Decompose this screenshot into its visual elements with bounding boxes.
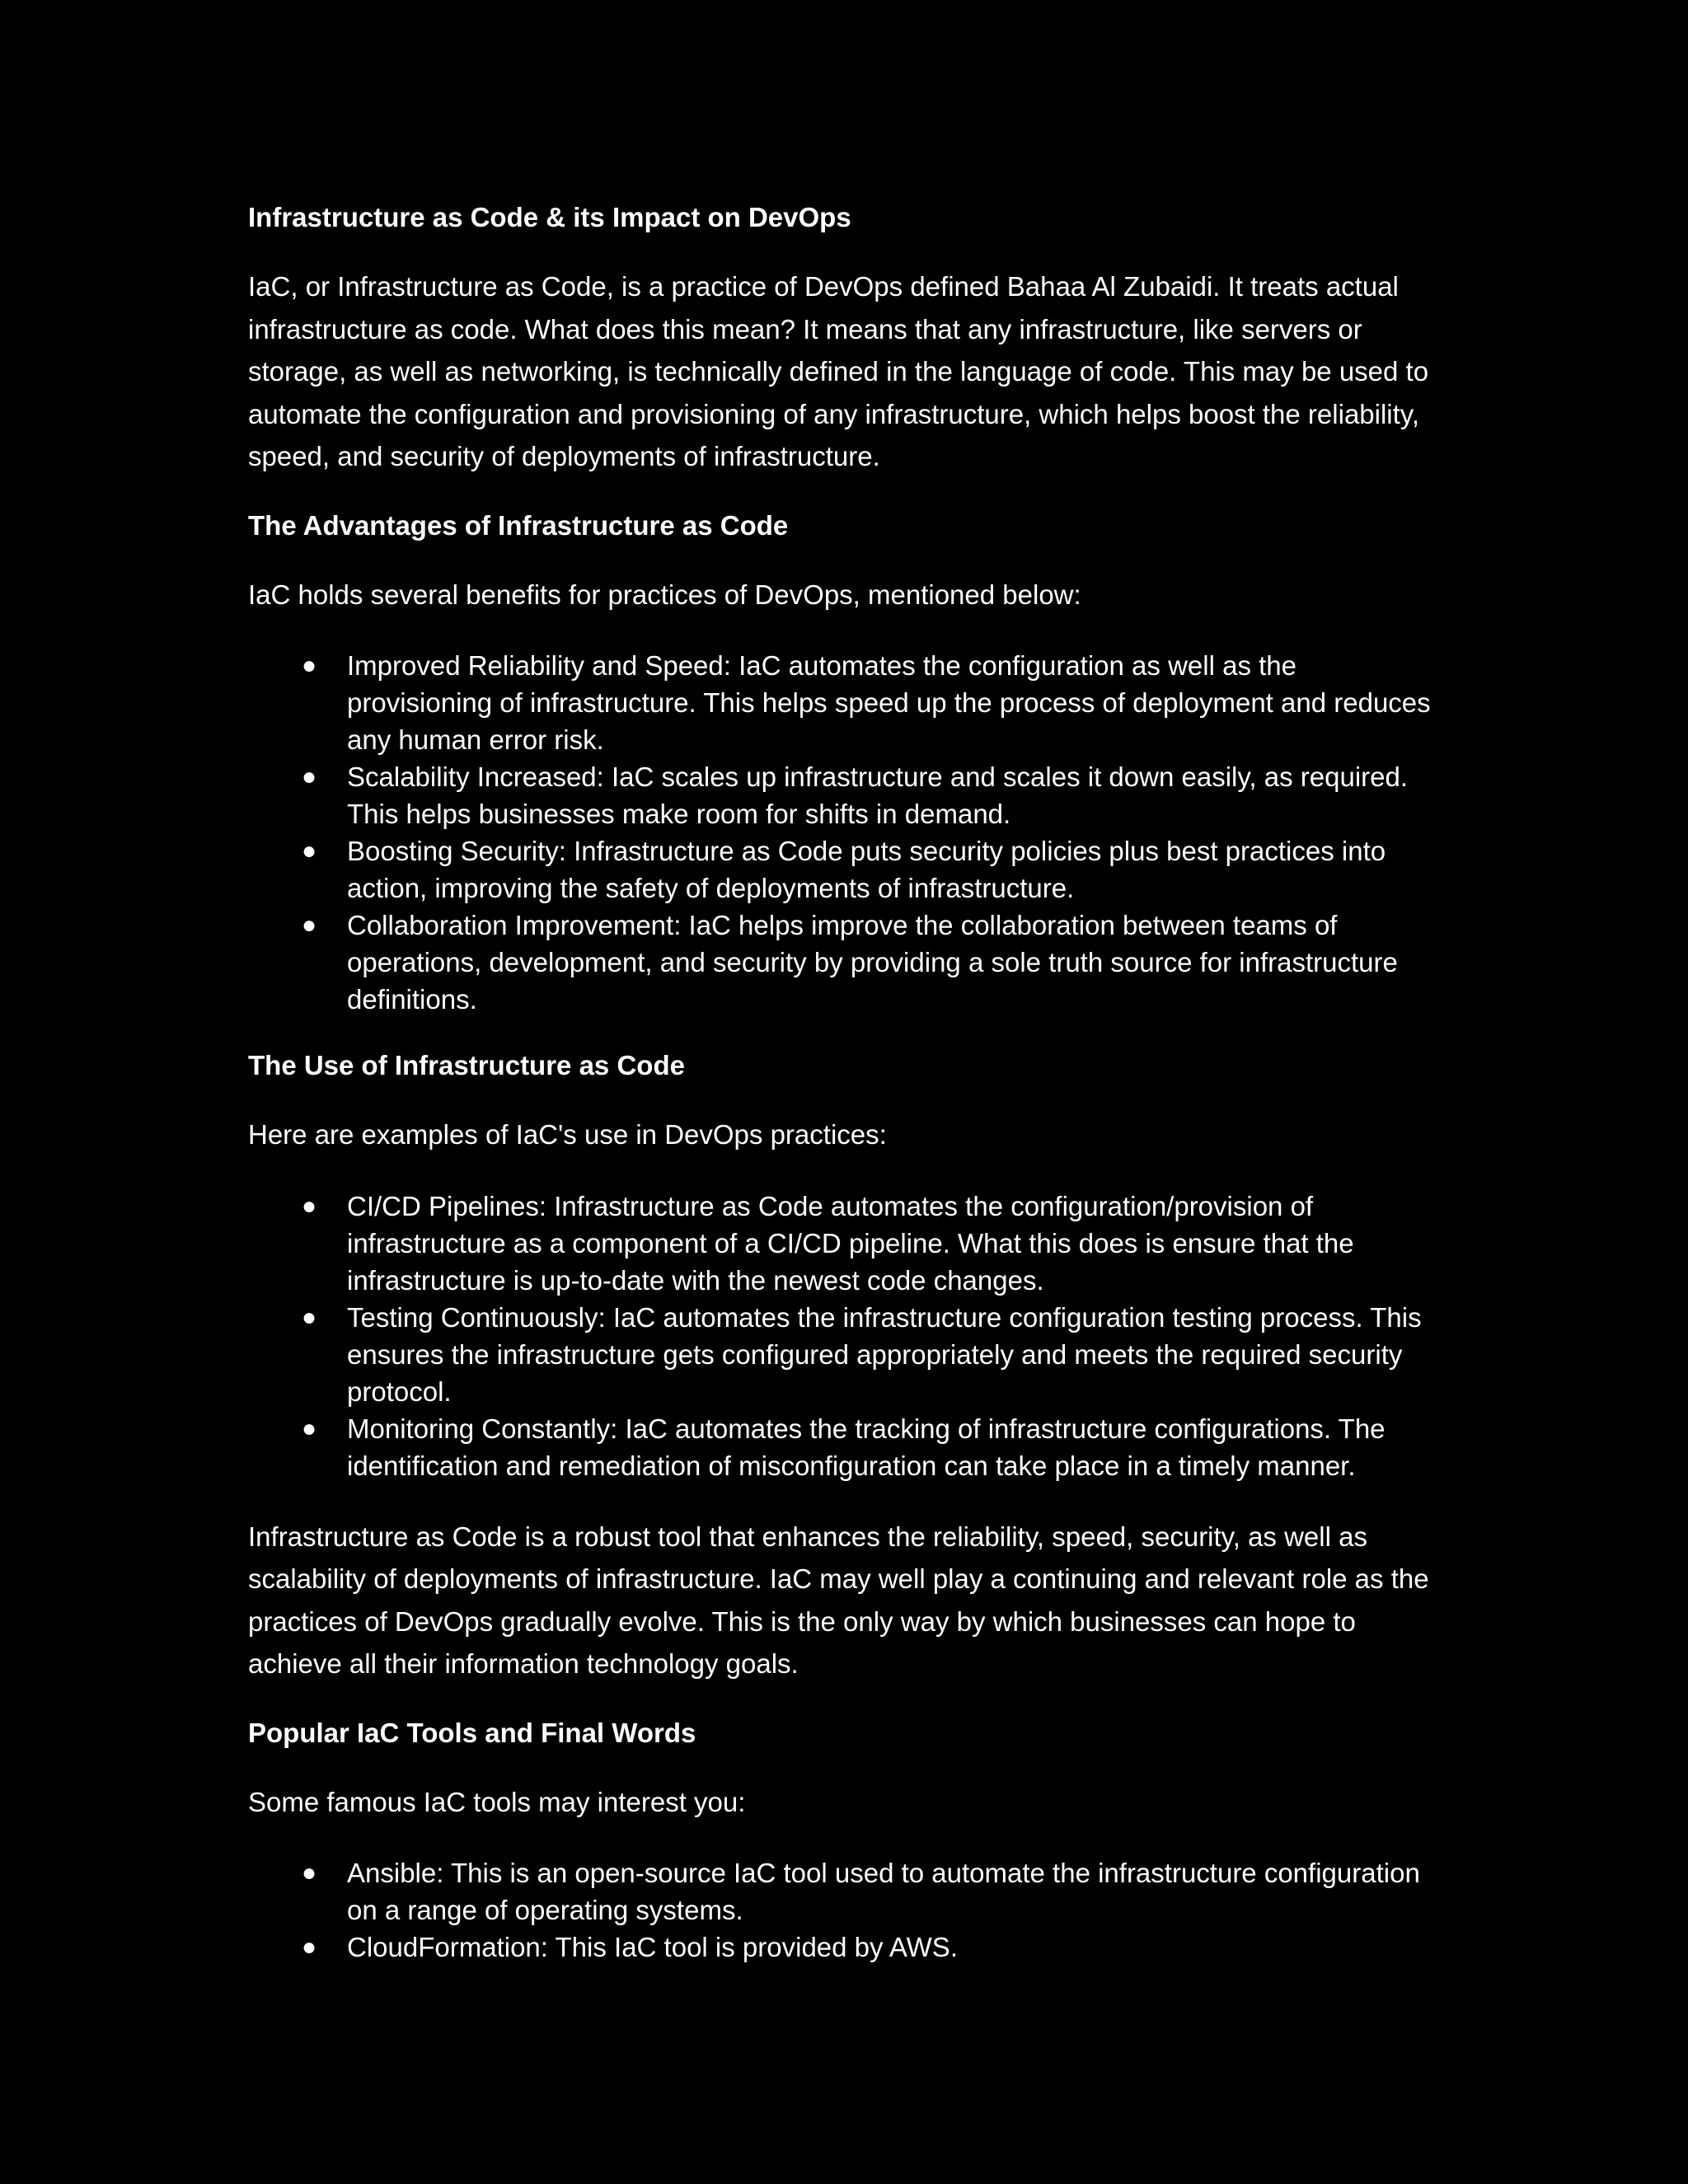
list-item bbox=[248, 758, 1435, 832]
bullet-icon: ● bbox=[301, 1192, 317, 1220]
list-item bbox=[248, 1929, 1435, 1966]
bullet-icon: ● bbox=[301, 1303, 317, 1331]
document-page bbox=[248, 201, 1435, 1997]
advantages-lead: IaC holds several benefits for practices of DevOps, mentioned below: bbox=[248, 579, 1081, 610]
list-item-text: Improved Reliability and Speed: IaC automates the configuration as well as the provisioning of infrastructure. This helps speed up the process of deployment and reduces any human error risk. bbox=[347, 650, 1431, 755]
tools-lead: Some famous IaC tools may interest you: bbox=[248, 1786, 746, 1817]
use-list bbox=[248, 1188, 1435, 1484]
advantages-heading: The Advantages of Infrastructure as Code bbox=[248, 509, 789, 541]
bullet-icon: ● bbox=[301, 912, 317, 939]
list-item-text: Testing Continuously: IaC automates the infrastructure configuration testing process. This ensures the infrastructure gets configured appropriately and meets the required security protocol. bbox=[347, 1301, 1422, 1407]
list-item-text: Boosting Security: Infrastructure as Code puts security policies plus best practices into action, improving the safety of deployments of infrastructure. bbox=[347, 836, 1386, 903]
list-item bbox=[248, 1854, 1435, 1929]
list-item-text: Monitoring Constantly: IaC automates the tracking of infrastructure configurations. The identification and remediation of misconfiguration can take place in a timely manner. bbox=[347, 1413, 1386, 1481]
bullet-icon: ● bbox=[301, 1414, 317, 1442]
bullet-icon: ● bbox=[301, 763, 317, 790]
tools-list bbox=[248, 1854, 1435, 1966]
tools-heading: Popular IaC Tools and Final Words bbox=[248, 1717, 696, 1748]
list-item-text: CloudFormation: This IaC tool is provided by AWS. bbox=[347, 1932, 958, 1962]
list-item bbox=[248, 907, 1435, 1018]
list-item-text: Ansible: This is an open-source IaC tool used to automate the infrastructure configuration on a range of operating systems. bbox=[347, 1858, 1420, 1925]
use-heading: The Use of Infrastructure as Code bbox=[248, 1050, 685, 1080]
summary-paragraph: Infrastructure as Code is a robust tool that enhances the reliability, speed, security, as well as scalability of deployments of infrastructure. IaC may well play a continuing and relevant role as the practices of DevOps gradually evolve. This is the only way by which businesses can hope to achieve all their information technology goals. bbox=[248, 1521, 1429, 1679]
list-item-text: Scalability Increased: IaC scales up infrastructure and scales it down easily, as required. This helps businesses make room for shifts in demand. bbox=[347, 762, 1409, 829]
use-lead: Here are examples of IaC's use in DevOps practices: bbox=[248, 1119, 887, 1150]
bullet-icon: ● bbox=[301, 652, 317, 679]
list-item-text: CI/CD Pipelines: Infrastructure as Code automates the configuration/provision of infrastructure as a component of a CI/CD pipeline. What this does is ensure that the infrastructure is up-to-date with the newest code changes. bbox=[347, 1190, 1354, 1296]
list-item-text: Collaboration Improvement: IaC helps improve the collaboration between teams of operations, development, and security by providing a sole truth source for infrastructure definitions. bbox=[347, 910, 1398, 1015]
bullet-icon: ● bbox=[301, 1933, 317, 1961]
list-item bbox=[248, 647, 1435, 758]
list-item bbox=[248, 1188, 1435, 1299]
list-item bbox=[248, 1299, 1435, 1410]
intro-paragraph: IaC, or Infrastructure as Code, is a practice of DevOps defined Bahaa Al Zubaidi. It treats actual infrastructure as code. What does this mean? It means that any infrastructure, like servers or storage, as well as networking, is technically defined in the language of code. This may be used to automate the configuration and provisioning of any infrastructure, which helps boost the reliability, speed, and security of deployments of infrastructure. bbox=[248, 271, 1429, 471]
list-item bbox=[248, 832, 1435, 907]
document-title: Infrastructure as Code & its Impact on DevOps bbox=[248, 202, 851, 232]
bullet-icon: ● bbox=[301, 837, 317, 865]
advantages-list bbox=[248, 647, 1435, 1018]
bullet-icon: ● bbox=[301, 1859, 317, 1886]
list-item bbox=[248, 1410, 1435, 1484]
